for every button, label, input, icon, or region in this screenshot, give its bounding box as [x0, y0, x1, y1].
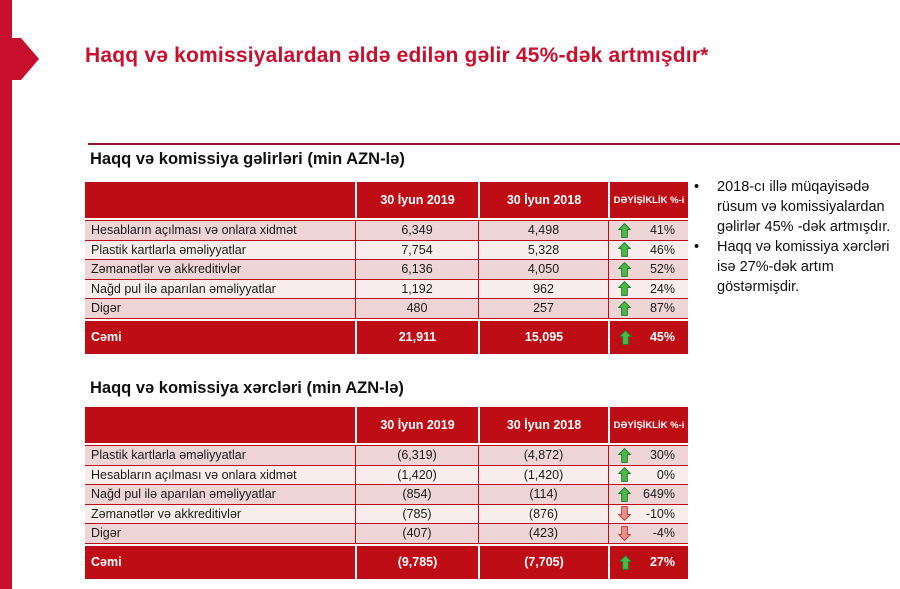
total-2018: 15,095 [478, 321, 608, 354]
value-2019: (1,420) [355, 466, 478, 485]
value-2019: 6,349 [355, 221, 478, 240]
value-2018: (1,420) [478, 466, 608, 485]
table-row [85, 465, 688, 485]
row-label: Zəmanətlər və akkreditivlər [91, 506, 242, 521]
table-row [85, 220, 688, 240]
value-2018: (423) [478, 524, 608, 543]
value-2018: 257 [478, 299, 608, 318]
value-2018: (114) [478, 485, 608, 504]
change-percent: -4% [652, 526, 675, 541]
value-2018: 4,050 [478, 260, 608, 279]
col-header-2019: 30 İyun 2019 [355, 407, 478, 443]
col-header-2018: 30 İyun 2018 [478, 407, 608, 443]
row-label: Hesabların açılması və onlara xidmət [91, 467, 297, 482]
change-arrow-icon [618, 262, 631, 277]
col-header-2018: 30 İyun 2018 [478, 182, 608, 218]
bullet-icon: • [694, 239, 700, 255]
table-row [85, 504, 688, 524]
ribbon-arrow-icon [12, 38, 39, 80]
table-row [85, 259, 688, 279]
value-2019: 480 [355, 299, 478, 318]
income-table-body [85, 220, 688, 319]
change-arrow-icon [618, 506, 631, 521]
change-arrow-icon [618, 448, 631, 463]
row-label: Plastik kartlarla əməliyyatlar [91, 448, 246, 463]
section-heading-expense: Haqq və komissiya xərcləri (min AZN-lə) [90, 379, 404, 397]
value-2019: 7,754 [355, 241, 478, 260]
table-row [85, 445, 688, 465]
expense-table-body [85, 445, 688, 544]
total-change-percent: 45% [649, 330, 675, 344]
total-2019: (9,785) [355, 546, 478, 579]
table-row [85, 279, 688, 299]
income-total-row [85, 321, 688, 354]
slide-title: Haqq və komissiyalardan əldə edilən gəlir 45%-dək artmışdır* [85, 44, 709, 67]
row-label: Nağd pul ilə aparılan əməliyyatlar [91, 281, 276, 296]
value-2018: 962 [478, 280, 608, 299]
change-arrow-icon [618, 301, 631, 316]
divider-line [88, 143, 900, 145]
table-row [85, 523, 688, 543]
expense-table [85, 407, 688, 579]
value-2019: (854) [355, 485, 478, 504]
change-percent: 0% [656, 467, 675, 482]
change-percent: 52% [649, 262, 675, 277]
change-percent: 46% [649, 242, 675, 257]
table-row [85, 240, 688, 260]
income-table [85, 182, 688, 354]
change-percent: 41% [649, 223, 675, 238]
value-2018: (876) [478, 505, 608, 524]
value-2018: 4,498 [478, 221, 608, 240]
section-heading-income: Haqq və komissiya gəlirləri (min AZN-lə) [90, 150, 405, 168]
bullet-icon: • [694, 179, 700, 195]
total-label: Cəmi [91, 555, 122, 569]
notes-bullet [694, 237, 894, 297]
notes-bullet [694, 177, 894, 237]
table-row [85, 298, 688, 318]
change-arrow-icon [618, 223, 631, 238]
table-row [85, 484, 688, 504]
bullet-text: 2018-cı illə müqayisədə rüsum və komissiyalardan gəlirlər 45% -dək artmışdır. [717, 179, 891, 235]
value-2018: 5,328 [478, 241, 608, 260]
change-percent: 87% [649, 301, 675, 316]
row-label: Digər [91, 526, 121, 541]
value-2019: 1,192 [355, 280, 478, 299]
value-2019: (407) [355, 524, 478, 543]
col-header-empty [85, 182, 355, 218]
value-2019: (6,319) [355, 446, 478, 465]
row-label: Plastik kartlarla əməliyyatlar [91, 242, 246, 257]
change-arrow-icon [619, 555, 632, 570]
change-percent: 649% [643, 487, 675, 502]
change-percent: 24% [649, 281, 675, 296]
col-header-change: DƏYİŞİKLİK %-i [608, 182, 688, 218]
change-arrow-icon [618, 467, 631, 482]
row-label: Zəmanətlər və akkreditivlər [91, 262, 242, 277]
change-arrow-icon [618, 526, 631, 541]
change-arrow-icon [619, 330, 632, 345]
col-header-2019: 30 İyun 2019 [355, 182, 478, 218]
value-2018: (4,872) [478, 446, 608, 465]
income-table-header-row [85, 182, 688, 218]
value-2019: 6,136 [355, 260, 478, 279]
row-label: Nağd pul ilə aparılan əməliyyatlar [91, 487, 276, 502]
total-label: Cəmi [91, 330, 122, 344]
change-percent: 30% [649, 448, 675, 463]
col-header-change: DƏYİŞİKLİK %-i [608, 407, 688, 443]
left-ribbon-bar [0, 0, 12, 589]
total-2018: (7,705) [478, 546, 608, 579]
bullet-text: Haqq və komissiya xərcləri isə 27%-dək artım göstərmişdir. [717, 239, 890, 295]
col-header-empty [85, 407, 355, 443]
change-arrow-icon [618, 487, 631, 502]
expense-total-row [85, 546, 688, 579]
change-percent: -10% [645, 506, 675, 521]
row-label: Digər [91, 301, 121, 316]
row-label: Hesabların açılması və onlara xidmət [91, 223, 297, 238]
change-arrow-icon [618, 281, 631, 296]
value-2019: (785) [355, 505, 478, 524]
total-change-percent: 27% [649, 555, 675, 569]
total-2019: 21,911 [355, 321, 478, 354]
notes-panel [694, 177, 894, 297]
expense-table-header-row [85, 407, 688, 443]
change-arrow-icon [618, 242, 631, 257]
